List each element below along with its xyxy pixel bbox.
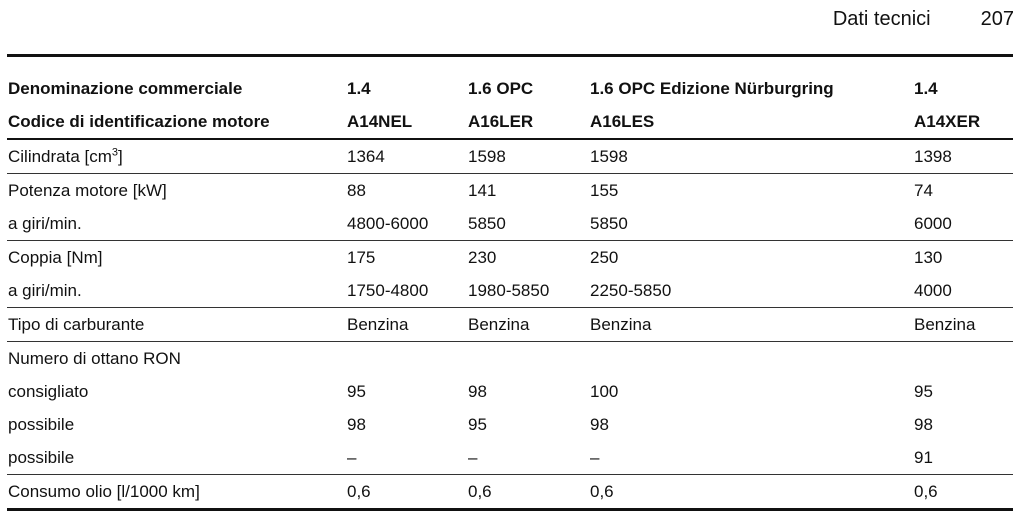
table-cell: 88 — [346, 174, 467, 208]
table-cell: Benzina — [589, 308, 913, 342]
table-cell: 1750-4800 — [347, 280, 429, 300]
table-cell: 230 — [467, 241, 589, 275]
table-cell: 0,6 — [346, 475, 467, 510]
page-header — [833, 8, 1014, 36]
table-cell: possibile — [8, 447, 75, 467]
table-cell: 1.6 OPC Edizione Nürburgring — [590, 78, 834, 98]
engine-spec-table — [7, 72, 1013, 511]
table-cell: 91 — [914, 447, 933, 467]
table-cell: Benzina — [346, 308, 467, 342]
table-cell: Potenza motore [kW] — [7, 174, 346, 208]
table-cell: a giri/min. — [8, 213, 82, 233]
table-cell: 1980-5850 — [468, 280, 550, 300]
table-cell: Benzina — [913, 308, 1013, 342]
table-cell: 100 — [590, 381, 619, 401]
table-cell: – — [347, 447, 357, 467]
table-cell: – — [590, 447, 600, 467]
table-cell: 98 — [347, 414, 366, 434]
table-cell: Benzina — [467, 308, 589, 342]
table-cell: Tipo di carburante — [7, 308, 346, 342]
cilindrata-label: Cilindrata [cm — [8, 146, 112, 166]
table-cell: 250 — [589, 241, 913, 275]
table-cell: 98 — [590, 414, 609, 434]
table-cell: 130 — [913, 241, 1013, 275]
cilindrata-label-end: ] — [118, 146, 123, 166]
table-cell: 1598 — [468, 146, 506, 166]
table-cell: possibile — [8, 414, 75, 434]
table-cell: 1.4 — [347, 78, 371, 98]
table-row — [7, 441, 1013, 475]
table-cell: A14XER — [913, 105, 1013, 139]
table-cell: A16LER — [467, 105, 589, 139]
table-cell: 74 — [913, 174, 1013, 208]
table-row — [7, 241, 1013, 275]
table-cell: consigliato — [8, 381, 89, 401]
table-cell — [467, 342, 589, 376]
table-cell: Denominazione commerciale — [8, 78, 243, 98]
table-cell: 141 — [467, 174, 589, 208]
table-cell — [589, 342, 913, 376]
table-cell: 0,6 — [589, 475, 913, 510]
table-cell: 1398 — [914, 146, 952, 166]
table-row — [7, 408, 1013, 441]
table-cell: 1.6 OPC — [468, 78, 534, 98]
table-cell: A16LES — [589, 105, 913, 139]
table-cell: 5850 — [590, 213, 628, 233]
table-cell: Numero di ottano RON — [7, 342, 346, 376]
table-cell: 0,6 — [913, 475, 1013, 510]
table-cell: 1598 — [590, 146, 628, 166]
cilindrata-superscript: 3 — [111, 145, 119, 158]
table-cell — [7, 139, 346, 174]
table-cell: 5850 — [468, 213, 506, 233]
table-cell — [346, 342, 467, 376]
table-cell: A14NEL — [346, 105, 467, 139]
table-cell — [913, 342, 1013, 376]
table-cell: 98 — [914, 414, 933, 434]
table-cell: 175 — [346, 241, 467, 275]
table-row — [7, 308, 1013, 342]
table-header-row — [7, 105, 1013, 139]
table-cell: 6000 — [914, 213, 952, 233]
section-title: Dati tecnici — [832, 8, 931, 30]
page-number: 207 — [980, 8, 1014, 30]
table-row — [7, 139, 1013, 174]
table-row — [7, 274, 1013, 308]
table-row — [7, 375, 1013, 408]
table-header-row — [7, 72, 1013, 105]
header-rule — [7, 54, 1013, 57]
table-cell: a giri/min. — [8, 280, 82, 300]
table-row — [7, 342, 1013, 376]
table-cell: Coppia [Nm] — [7, 241, 346, 275]
table-cell: 1364 — [347, 146, 385, 166]
table-cell: 4800-6000 — [347, 213, 429, 233]
table-row — [7, 207, 1013, 241]
table-cell: Codice di identificazione motore — [7, 105, 346, 139]
table-row — [7, 475, 1013, 510]
table-cell: – — [468, 447, 478, 467]
table-cell: 95 — [914, 381, 933, 401]
table-cell: 2250-5850 — [590, 280, 672, 300]
table-cell: 98 — [468, 381, 487, 401]
table-cell: 1.4 — [914, 78, 938, 98]
table-cell: 95 — [468, 414, 487, 434]
table-cell: 0,6 — [467, 475, 589, 510]
table-cell: Consumo olio [l/1000 km] — [7, 475, 346, 510]
table-cell: 155 — [589, 174, 913, 208]
table-row — [7, 174, 1013, 208]
table-cell: 95 — [347, 381, 366, 401]
table-cell: 4000 — [914, 280, 952, 300]
